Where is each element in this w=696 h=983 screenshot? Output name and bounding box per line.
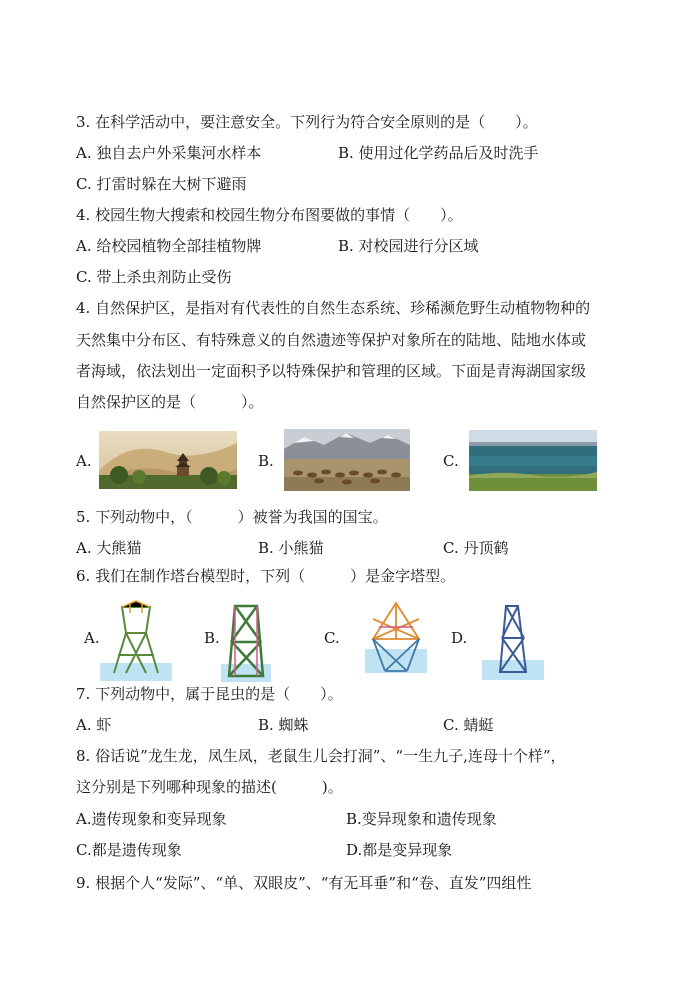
- lake-photo[interactable]: [469, 430, 597, 491]
- q4b-line-2: 天然集中分布区、有特殊意义的自然遗迹等保护对象所在的陆地、陆地水体或: [76, 331, 587, 349]
- q6-option-b-label[interactable]: B.: [204, 629, 220, 647]
- q8-line-2: 这分别是下列哪种现象的描述( )。: [76, 778, 343, 796]
- antelope-herd-photo[interactable]: [284, 429, 410, 491]
- q4a-option-b[interactable]: B. 对校园进行分区域: [338, 237, 479, 255]
- q4a-stem: 4. 校园生物大搜索和校园生物分布图要做的事情（ ）。: [76, 206, 463, 224]
- q3-stem: 3. 在科学活动中，要注意安全。下列行为符合安全原则的是（ ）。: [76, 113, 538, 131]
- q6-option-a-label[interactable]: A.: [84, 629, 100, 647]
- q8-option-c[interactable]: C.都是遗传现象: [76, 841, 182, 859]
- q7-option-c[interactable]: C. 蜻蜓: [443, 716, 494, 734]
- q8-options-row-2: [76, 840, 636, 860]
- desert-pavilion-photo[interactable]: [99, 431, 237, 489]
- q8-option-b[interactable]: B.变异现象和遗传现象: [346, 810, 497, 828]
- q3-option-c[interactable]: C. 打雷时躲在大树下避雨: [76, 175, 247, 193]
- q4a-option-a[interactable]: A. 给校园植物全部挂植物牌: [76, 237, 262, 255]
- tower-model-a[interactable]: [100, 599, 172, 681]
- q5-option-b[interactable]: B. 小熊猫: [258, 539, 324, 557]
- q4b-option-b-label[interactable]: B.: [258, 452, 274, 470]
- q7-option-a[interactable]: A. 虾: [76, 716, 112, 734]
- q5-option-c[interactable]: C. 丹顶鹤: [443, 539, 509, 557]
- q6-option-d-label[interactable]: D.: [451, 629, 468, 647]
- q3-option-a[interactable]: A. 独自去户外采集河水样本: [76, 144, 262, 162]
- q4b-line-1: 4. 自然保护区，是指对有代表性的自然生态系统、珍稀濒危野生动植物物种的: [76, 299, 591, 317]
- q3-option-b[interactable]: B. 使用过化学药品后及时洗手: [338, 144, 539, 162]
- q6-option-c-label[interactable]: C.: [324, 629, 340, 647]
- q5-option-a[interactable]: A. 大熊猫: [76, 539, 142, 557]
- q5-stem: 5. 下列动物中，（ ）被誉为我国的国宝。: [76, 508, 388, 526]
- q8-option-d[interactable]: D.都是变异现象: [346, 841, 453, 859]
- q3-options-row-1: [76, 143, 636, 163]
- q8-line-1: 8. 俗话说”龙生龙，凤生凤，老鼠生儿会打洞”、“一生九子,连母十个样”，: [76, 747, 566, 765]
- q4b-option-a-label[interactable]: A.: [76, 452, 92, 470]
- q4b-line-3: 者海域，依法划出一定面积予以特殊保护和管理的区域。下面是青海湖国家级: [76, 362, 587, 380]
- q4b-line-4: 自然保护区的是（ ）。: [76, 393, 264, 411]
- tower-model-b[interactable]: [221, 602, 271, 682]
- q9-line-1: 9. 根据个人“发际”、“单、双眼皮”、“有无耳垂”和“卷、直发”四组性: [76, 874, 532, 892]
- q6-stem: 6. 我们在制作塔台模型时，下列（ ）是金字塔型。: [76, 567, 456, 585]
- q7-option-b[interactable]: B. 蜘蛛: [258, 716, 309, 734]
- q5-options-row: [76, 538, 636, 558]
- q7-options-row: [76, 715, 636, 735]
- q4a-option-c[interactable]: C. 带上杀虫剂防止受伤: [76, 268, 232, 286]
- tower-model-d[interactable]: [482, 602, 544, 680]
- q4b-option-c-label[interactable]: C.: [443, 452, 459, 470]
- q8-option-a[interactable]: A.遗传现象和变异现象: [76, 810, 227, 828]
- q8-options-row-1: [76, 809, 636, 829]
- q7-stem: 7. 下列动物中，属于昆虫的是（ ）。: [76, 685, 343, 703]
- q4a-options-row-1: [76, 236, 636, 256]
- tower-model-c[interactable]: [365, 599, 427, 679]
